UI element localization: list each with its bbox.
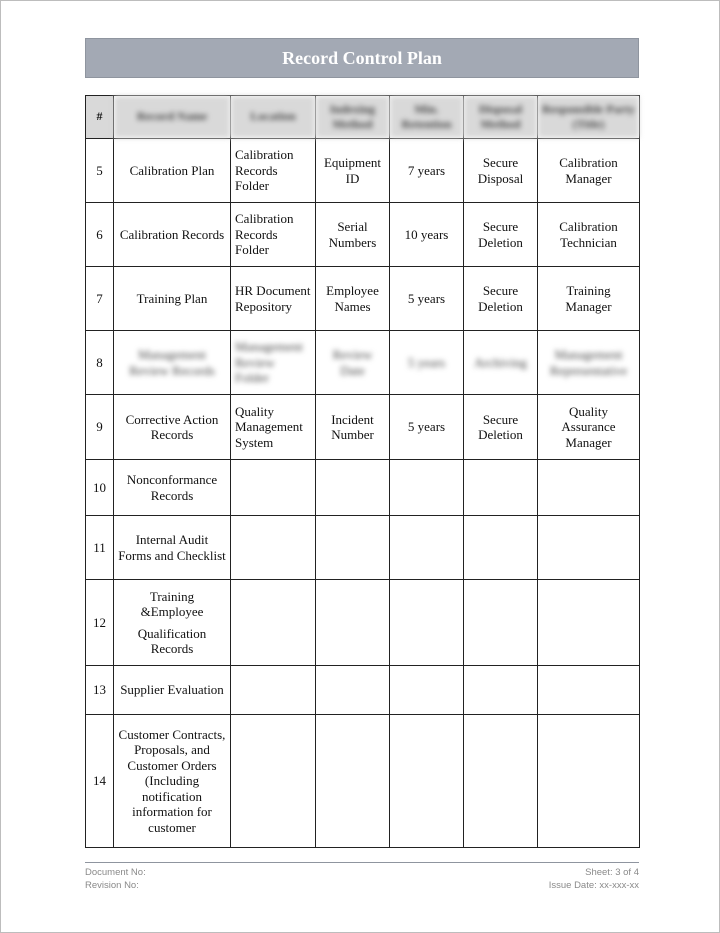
- row-number: 12: [86, 580, 114, 666]
- retention-cell: 7 years: [390, 139, 464, 203]
- retention-cell: 5 years: [390, 395, 464, 460]
- responsible-party-cell: [538, 516, 640, 580]
- location-cell: [231, 580, 316, 666]
- retention-cell: 10 years: [390, 203, 464, 267]
- column-header-number: #: [86, 96, 114, 139]
- responsible-party-cell: Calibration Manager: [538, 139, 640, 203]
- responsible-party-cell: Quality Assurance Manager: [538, 395, 640, 460]
- location-cell: [231, 516, 316, 580]
- disposal-method-cell: [464, 516, 538, 580]
- row-number: 11: [86, 516, 114, 580]
- row-number: 14: [86, 715, 114, 848]
- page-footer: [85, 862, 639, 892]
- responsible-party-cell: [538, 460, 640, 516]
- table-row: [86, 203, 640, 267]
- record-name-cell: Customer Contracts, Proposals, and Customer Orders (Including notification information for customer: [114, 715, 231, 848]
- table-row: [86, 580, 640, 666]
- revision-number-label: Revision No:: [85, 880, 139, 891]
- location-cell: [231, 666, 316, 715]
- retention-cell: [390, 715, 464, 848]
- retention-cell: [390, 580, 464, 666]
- disposal-method-cell: Secure Deletion: [464, 267, 538, 331]
- disposal-method-cell: Secure Deletion: [464, 395, 538, 460]
- disposal-method-cell: [464, 666, 538, 715]
- table-row: [86, 139, 640, 203]
- retention-cell: [390, 516, 464, 580]
- disposal-method-cell: [464, 580, 538, 666]
- column-header-location: Location: [231, 96, 316, 139]
- indexing-method-cell: [316, 460, 390, 516]
- record-control-table: [85, 95, 640, 848]
- record-name-cell: Calibration Records: [114, 203, 231, 267]
- sheet-number: Sheet: 3 of 4: [585, 867, 639, 878]
- column-header-record-name: Record Name: [114, 96, 231, 139]
- location-cell: [231, 715, 316, 848]
- location-cell: Quality Management System: [231, 395, 316, 460]
- title-bar: [85, 38, 639, 78]
- record-name-cell: Training Plan: [114, 267, 231, 331]
- disposal-method-cell: Secure Disposal: [464, 139, 538, 203]
- page-title: Record Control Plan: [282, 47, 442, 68]
- document-number-label: Document No:: [85, 867, 146, 878]
- table-row: [86, 331, 640, 395]
- disposal-method-cell: [464, 460, 538, 516]
- record-name-cell: Internal Audit Forms and Checklist: [114, 516, 231, 580]
- responsible-party-cell: [538, 666, 640, 715]
- retention-cell: [390, 460, 464, 516]
- row-number: 7: [86, 267, 114, 331]
- location-cell: HR Document Repository: [231, 267, 316, 331]
- location-cell: Calibration Records Folder: [231, 203, 316, 267]
- indexing-method-cell: [316, 666, 390, 715]
- row-number: 8: [86, 331, 114, 395]
- record-name-cell: Management Review Records: [114, 331, 231, 395]
- record-name-cell: Calibration Plan: [114, 139, 231, 203]
- record-name-line: Training &Employee: [140, 588, 204, 619]
- indexing-method-cell: Incident Number: [316, 395, 390, 460]
- table-row: [86, 516, 640, 580]
- disposal-method-cell: [464, 715, 538, 848]
- record-name-cell: [114, 580, 231, 666]
- column-header-indexing-method: Indexing Method: [316, 96, 390, 139]
- indexing-method-cell: [316, 715, 390, 848]
- table-row: [86, 267, 640, 331]
- responsible-party-cell: Calibration Technician: [538, 203, 640, 267]
- row-number: 10: [86, 460, 114, 516]
- location-cell: [231, 460, 316, 516]
- disposal-method-cell: Archiving: [464, 331, 538, 395]
- retention-cell: 5 years: [390, 331, 464, 395]
- row-number: 5: [86, 139, 114, 203]
- retention-cell: 5 years: [390, 267, 464, 331]
- indexing-method-cell: Serial Numbers: [316, 203, 390, 267]
- record-name-cell: Supplier Evaluation: [114, 666, 231, 715]
- retention-cell: [390, 666, 464, 715]
- table-row: [86, 715, 640, 848]
- indexing-method-cell: Review Date: [316, 331, 390, 395]
- responsible-party-cell: Training Manager: [538, 267, 640, 331]
- record-name-line: Qualification Records: [137, 625, 207, 656]
- column-header-responsible-party: Responsible Party (Title): [538, 96, 640, 139]
- indexing-method-cell: [316, 580, 390, 666]
- table-row: [86, 460, 640, 516]
- issue-date: Issue Date: xx-xxx-xx: [548, 880, 639, 891]
- location-cell: Management Review Folder: [231, 331, 316, 395]
- indexing-method-cell: [316, 516, 390, 580]
- row-number: 13: [86, 666, 114, 715]
- location-cell: Calibration Records Folder: [231, 139, 316, 203]
- record-name-cell: Nonconformance Records: [114, 460, 231, 516]
- record-name-cell: Corrective Action Records: [114, 395, 231, 460]
- column-header-retention: Min. Retention: [390, 96, 464, 139]
- responsible-party-cell: [538, 715, 640, 848]
- row-number: 6: [86, 203, 114, 267]
- indexing-method-cell: Employee Names: [316, 267, 390, 331]
- responsible-party-cell: Management Representative: [538, 331, 640, 395]
- column-header-disposal-method: Disposal Method: [464, 96, 538, 139]
- table-row: [86, 395, 640, 460]
- responsible-party-cell: [538, 580, 640, 666]
- table-header-row: [86, 96, 640, 139]
- disposal-method-cell: Secure Deletion: [464, 203, 538, 267]
- table-row: [86, 666, 640, 715]
- indexing-method-cell: Equipment ID: [316, 139, 390, 203]
- row-number: 9: [86, 395, 114, 460]
